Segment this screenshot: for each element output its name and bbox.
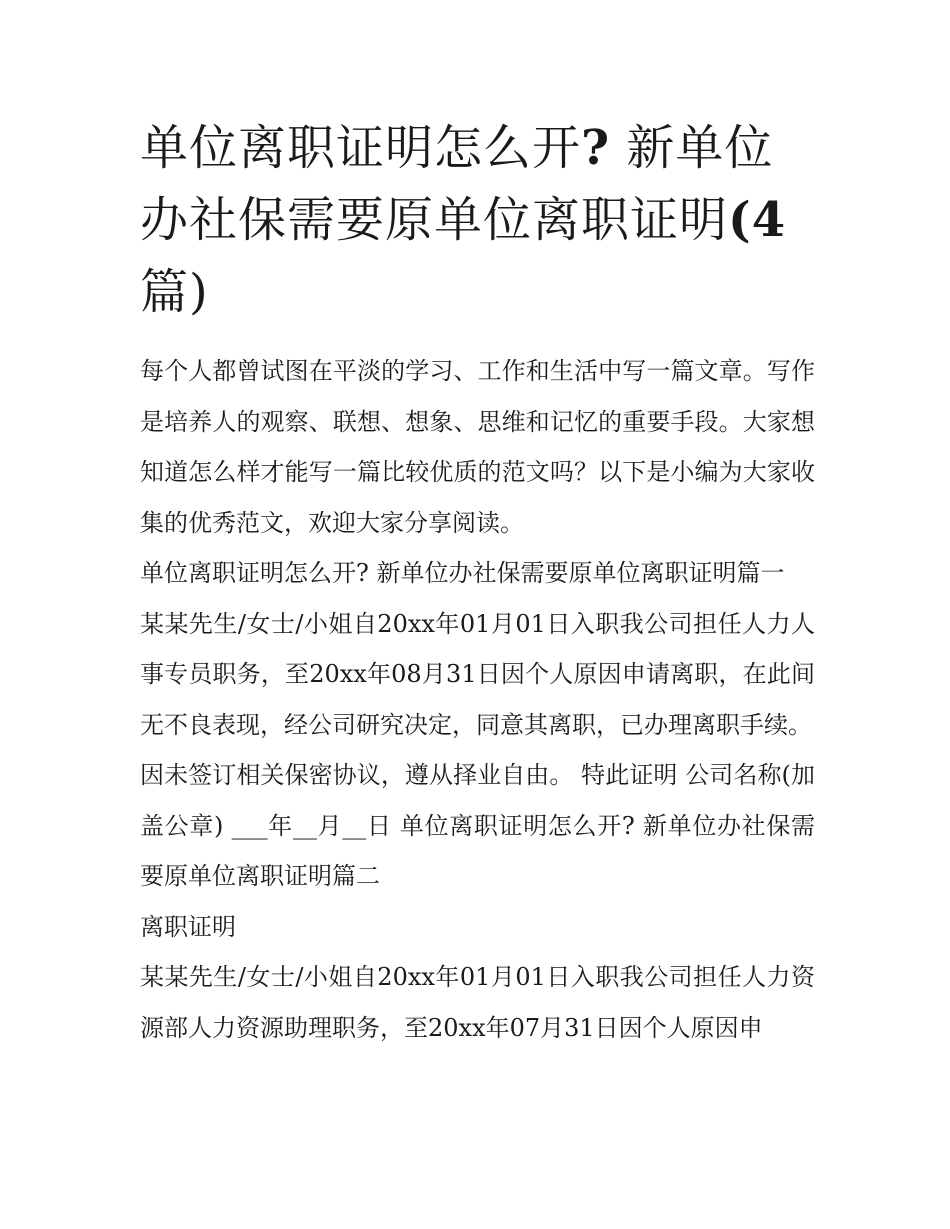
section-heading-2: 离职证明 xyxy=(140,912,236,941)
certificate-paragraph-1: 某某先生/女士/小姐自20xx年01月01日入职我公司担任人力人事专员职务，至20xx年08月31日因个人原因申请离职，在此间无不良表现，经公司研究决定，同意其离职，已办理离职手续。 xyxy=(140,609,815,739)
title-part-2: 新单位办社保需要原单位离职证明 xyxy=(140,120,774,248)
document-title xyxy=(140,112,815,328)
section-heading-1: 单位离职证明怎么开? 新单位办社保需要原单位离职证明篇一 xyxy=(140,559,785,587)
certificate-closing-paragraph: 因未签订相关保密协议，遵从择业自由。 特此证明 公司名称(加盖公章) ___年__月__日 单位离职证明怎么开? 新单位办社保需要原单位离职证明篇二 xyxy=(140,761,815,890)
document-body xyxy=(140,346,815,1053)
title-part-1: 单位离职证明怎么开 xyxy=(140,120,582,176)
title-question-mark: ? xyxy=(581,120,611,176)
title-count: (4 xyxy=(728,192,787,248)
document-page xyxy=(140,112,815,1053)
title-part-3: 篇) xyxy=(140,264,209,320)
intro-paragraph: 每个人都曾试图在平淡的学习、工作和生活中写一篇文章。写作是培养人的观察、联想、想象、思维和记忆的重要手段。大家想知道怎么样才能写一篇比较优质的范文吗？以下是小编为大家收集的优秀范文，欢迎大家分享阅读。 xyxy=(140,357,815,537)
certificate-paragraph-2: 某某先生/女士/小姐自20xx年01月01日入职我公司担任人力资源部人力资源助理职务，至20xx年07月31日因个人原因申 xyxy=(140,963,815,1042)
